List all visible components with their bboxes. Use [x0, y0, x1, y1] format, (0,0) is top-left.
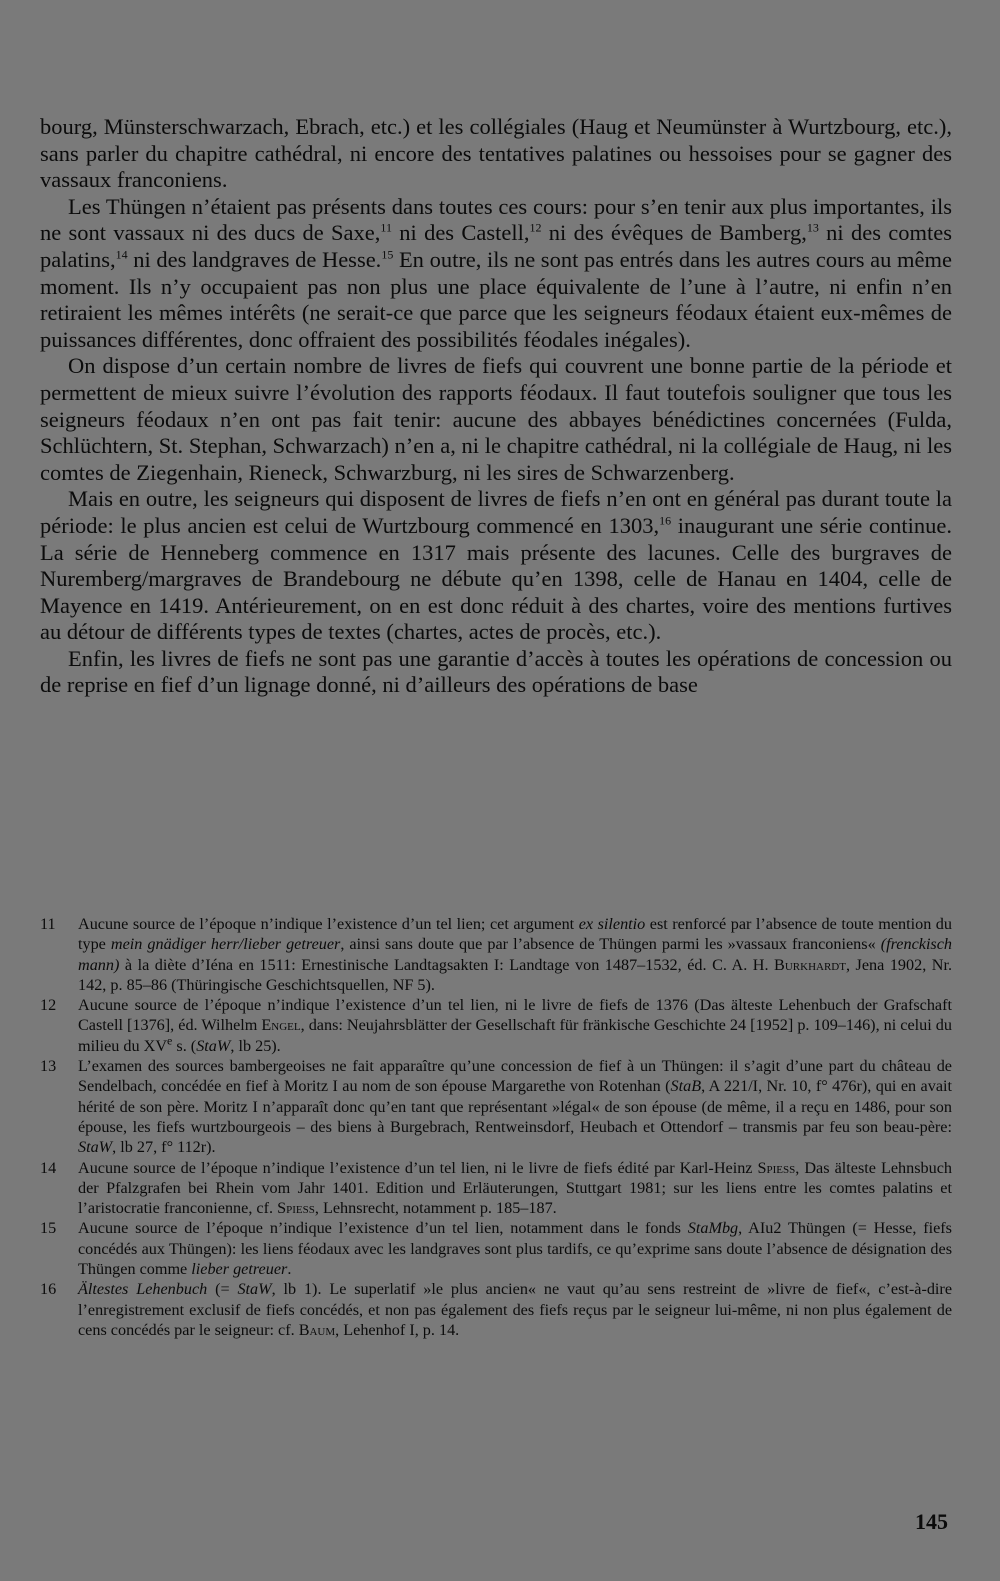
- text-run: ni des évêques de Bamberg,: [541, 220, 807, 246]
- footnote: [40, 1056, 952, 1157]
- italic-text: (frenckisch mann): [78, 935, 953, 974]
- footnote-text: [78, 1279, 952, 1340]
- text-run: , Das älteste Lehnsbuch der Pfalzgrafen bei Rhein vom Jahr 1401. Edition und Erläuterungen, Stuttgart 1981; sur les liens entre les comtes palatins et l’aristocratie franconienne, cf.: [78, 1158, 952, 1218]
- italic-text: StaW: [196, 1036, 231, 1055]
- main-text: [40, 114, 952, 699]
- footnote-ref: 12: [529, 220, 542, 235]
- text-run: Aucune source de l’époque n’indique l’existence d’un tel lien; cet argument: [78, 915, 579, 933]
- text-run: , Lehnsrecht, notamment p. 185–187.: [314, 1199, 557, 1218]
- text-run: , Lehenhof I, p. 14.: [335, 1320, 460, 1339]
- footnote-ref: 14: [115, 247, 128, 262]
- text-run: ni des landgraves de Hesse.: [127, 246, 382, 272]
- text-run: inaugurant une série continue. La série de Henneberg commence en 1317 mais présente des lacunes. Celle des burgraves de Nuremberg/margraves de Brandebourg ne débute qu’en 1398, celle de Hanau en 1404, celle de Mayence en 1419. Antérieurement, on en est donc réduit à des chartes, voire des mentions furtives au détour de différents types de textes (chartes, actes de procès, etc.).: [40, 512, 953, 645]
- footnote-ref: 15: [381, 247, 394, 262]
- author-name: Engel: [261, 1016, 301, 1035]
- text-run: , lb 25).: [230, 1036, 281, 1055]
- footnote-number: 14: [40, 1158, 57, 1177]
- footnote-number: 15: [40, 1219, 57, 1238]
- text-run: Aucune source de l’époque n’indique l’existence d’un tel lien, ni le livre de fiefs de 1376 (Das älteste Lehenbuch der Grafschaft Castell [1376], éd. Wilhelm: [78, 996, 952, 1035]
- text-run: L’examen des sources bambergeoises ne fait apparaître qu’une concession de fief à un Thüngen: il s’agit d’une part du château de Sendelbach, concédée en fief à Moritz I au nom de son épouse Margarethe von Rotenhan (: [78, 1057, 952, 1096]
- footnote-text: [78, 1158, 952, 1219]
- paragraph: [40, 114, 952, 194]
- italic-text: StaW: [78, 1138, 113, 1157]
- footnote-ref: 16: [659, 513, 672, 528]
- text-run: , lb 1). Le superlatif »le plus ancien« ne vaut qu’au sens restreint de »livre de fief«, c’est-à-dire l’enregistrement exclusif de fiefs concédés, et non pas également des fiefs reçus par le seigneur lui-même, ni non plus également de cens concédés par le seigneur: cf.: [78, 1280, 953, 1339]
- author-name: Burkhardt: [774, 955, 846, 974]
- italic-text: StaB: [670, 1077, 702, 1096]
- footnote-text: [78, 1056, 952, 1157]
- italic-text: StaMbg: [687, 1219, 739, 1238]
- footnote: [40, 914, 952, 995]
- footnote-ref: e: [167, 1033, 173, 1048]
- paragraph: [40, 353, 952, 486]
- text-run: Aucune source de l’époque n’indique l’existence d’un tel lien, ni le livre de fiefs édité par Karl-Heinz: [78, 1158, 758, 1177]
- author-name: Baum: [298, 1320, 336, 1339]
- text-run: , ainsi sans doute que par l’absence de Thüngen parmi les »vassaux franconiens«: [340, 935, 881, 954]
- footnote-text: [78, 995, 952, 1056]
- paragraph: [40, 646, 952, 699]
- italic-text: mein gnädiger herr/lieber getreuer: [110, 935, 341, 954]
- footnote-number: 11: [40, 915, 56, 933]
- text-run: , lb 27, f° 112r).: [112, 1138, 216, 1157]
- footnote-number: 12: [40, 996, 57, 1015]
- paragraph: [40, 486, 952, 646]
- page-number: 145: [915, 1509, 948, 1534]
- footnote: [40, 1218, 952, 1279]
- text-run: .: [287, 1260, 292, 1279]
- footnote: [40, 1158, 952, 1219]
- text-run: ni des Castell,: [391, 220, 530, 246]
- text-run: s. (: [172, 1036, 197, 1055]
- italic-text: StaW: [237, 1280, 272, 1299]
- text-run: Aucune source de l’époque n’indique l’existence d’un tel lien, notamment dans le fonds: [78, 1219, 688, 1238]
- text-run: (=: [207, 1280, 238, 1299]
- italic-text: ex silentio: [578, 915, 646, 933]
- text-run: bourg, Münsterschwarzach, Ebrach, etc.) et les collégiales (Haug et Neumünster à Wurtzbourg, etc.), sans parler du chapitre cathédral, ni encore des tentatives palatines ou hessoises pour se gagner des vassaux franconiens.: [40, 114, 952, 193]
- footnote-text: [78, 1218, 952, 1279]
- author-name: Spiess: [277, 1199, 315, 1218]
- footnote-ref: 13: [806, 220, 819, 235]
- text-run: , A 221/I, Nr. 10, f° 476r), qui en avait hérité de son père. Moritz I n’apparaît donc qu’en tant que représentant »légal« de son épouse (de même, il a reçu en 1486, pour son épouse, les fiefs wurtzbourgeois – des biens à Burgebrach, Rentweinsdorf, Heubach et Ottendorf – transmis par feu son beau-père:: [78, 1077, 953, 1136]
- footnote: [40, 995, 952, 1056]
- text-run: à la diète d’Iéna en 1511: Ernestinische Landtagsakten I: Landtage von 1487–1532, éd. C. A. H.: [119, 955, 775, 974]
- text-run: On dispose d’un certain nombre de livres de fiefs qui couvrent une bonne partie de la période et permettent de mieux suivre l’évolution des rapports féodaux. Il faut toutefois souligner que tous les seigneurs féodaux n’en ont pas fait tenir: aucune des abbayes bénédictines concernées (Fulda, Schlüchtern, St. Stephan, Schwarzach) n’en a, ni le chapitre cathédral, ni la collégiale de Haug, ni les comtes de Ziegenhain, Rieneck, Schwarzburg, ni les sires de Schwarzenberg.: [40, 353, 952, 485]
- footnotes: [40, 914, 952, 1340]
- paragraph: [40, 194, 952, 354]
- text-run: Mais en outre, les seigneurs qui disposent de livres de fiefs n’en ont en général pas durant toute la période: le plus ancien est celui de Wurtzbourg commencé en 1303,: [40, 486, 952, 538]
- text-run: En outre, ils ne sont pas entrés dans les autres cours au même moment. Ils n’y occupaient pas non plus une place équivalente de l’une à l’autre, ni enfin n’en retiraient les mêmes intérêts (ne serait-ce que parce que les seigneurs féodaux étaient eux-mêmes de puissances différentes, donc offraient des possibilités féodales inégales).: [40, 246, 952, 352]
- italic-text: lieber getreuer: [191, 1260, 288, 1279]
- text-run: , dans: Neujahrsblätter der Gesellschaft für fränkische Geschichte 24 [1952] p. 109–146), ni celui du milieu du XV: [78, 1016, 952, 1055]
- footnote-ref: 11: [380, 220, 392, 235]
- text-run: Les Thüngen n’étaient pas présents dans toutes ces cours: pour s’en tenir aux plus importantes, ils ne sont vassaux ni des ducs de Saxe,: [40, 193, 952, 246]
- footnote: [40, 1279, 952, 1340]
- text-run: ni des comtes palatins,: [40, 220, 952, 272]
- footnote-number: 13: [40, 1057, 57, 1076]
- text-run: Enfin, les livres de fiefs ne sont pas une garantie d’accès à toutes les opérations de concession ou de reprise en fief d’un lignage donné, ni d’ailleurs des opérations de base: [40, 645, 952, 698]
- author-name: Spiess: [757, 1158, 796, 1177]
- footnote-text: [78, 914, 952, 995]
- text-run: , Jena 1902, Nr. 142, p. 85–86 (Thüringische Geschichtsquellen, NF 5).: [78, 955, 952, 994]
- text-run: , AIu2 Thüngen (= Hesse, fiefs concédés aux Thüngen): les liens féodaux avec les landgraves sont plus tardifs, ce qu’exprime sans doute l’absence de désignation des Thüngen comme: [78, 1219, 952, 1279]
- italic-text: Ältestes Lehenbuch: [78, 1280, 208, 1299]
- text-run: est renforcé par l’absence de toute mention du type: [78, 915, 952, 954]
- footnote-number: 16: [40, 1280, 57, 1299]
